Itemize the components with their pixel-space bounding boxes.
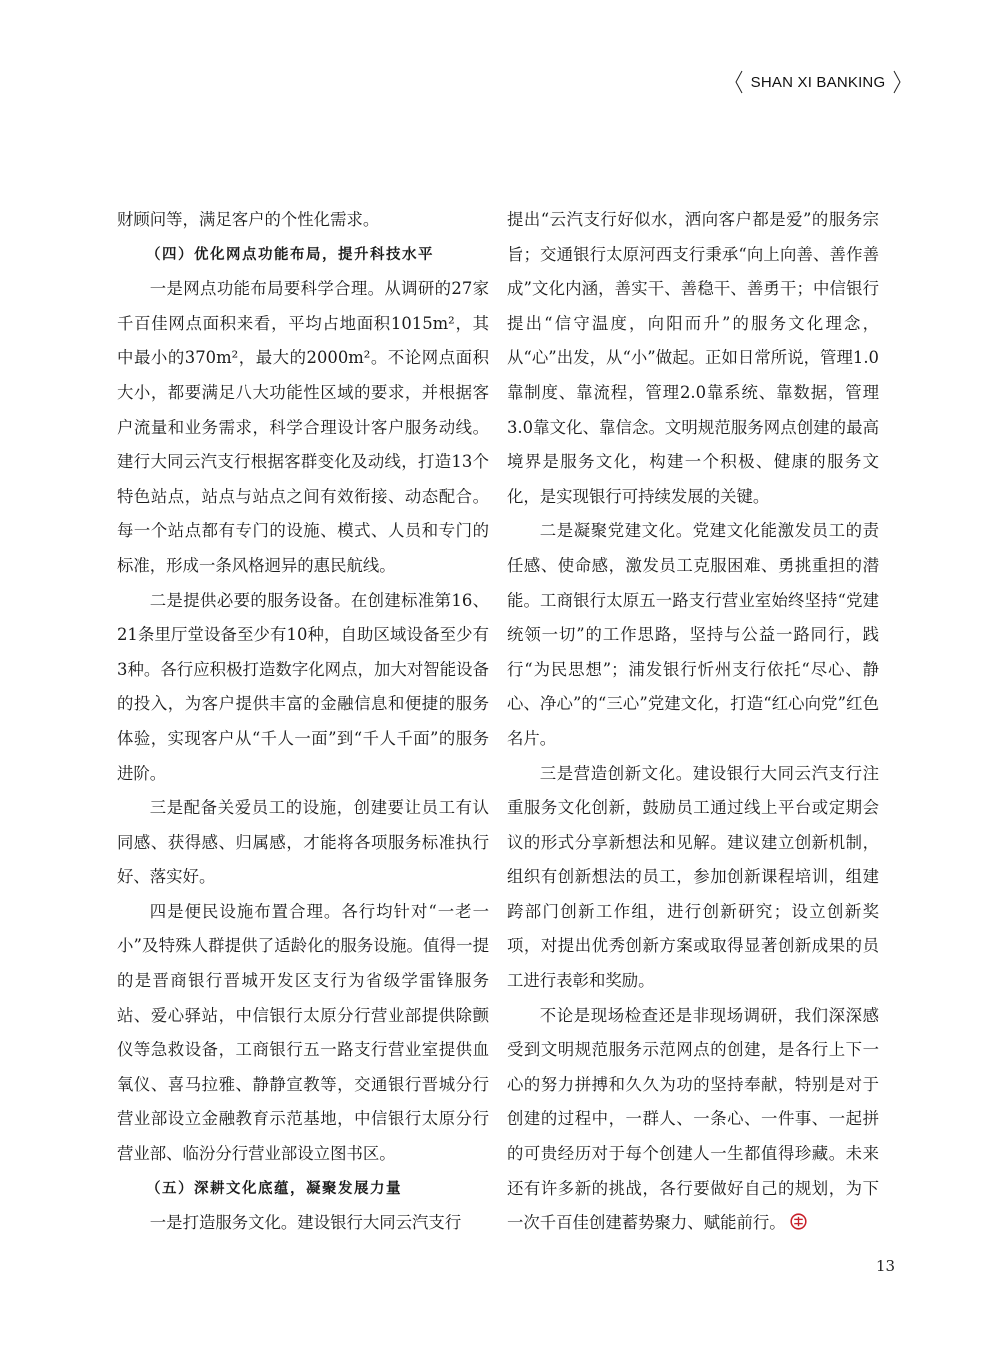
paragraph: 一是网点功能布局要科学合理。从调研的27家千百佳网点面积来看，平均占地面积1015m²，其中最小的370m²，最大的2000m²。不论网点面积大小，都要满足八大功能性区域的要求，并根据客户流量和业务需求，科学合理设计客户服务动线。建行大同云汽支行根据客群变化及动线，打造13个特色站点，站点与站点之间有效衔接、动态配合。每一个站点都有专门的设施、模式、人员和专门的标准，形成一条风格迥异的惠民航线。 — [117, 279, 489, 575]
paragraph: 四是便民设施布置合理。各行均针对“一老一小”及特殊人群提供了适龄化的服务设施。值得一提的是晋商银行晋城开发区支行为省级学雷锋服务站、爱心驿站，中信银行太原分行营业部提供除颤仪等急救设备，工商银行五一路支行营业室提供血氧仪、喜马拉雅、静静宣教等，交通银行晋城分行营业部设立金融教育示范基地，中信银行太原分行营业部、临汾分行营业部设立图书区。 — [117, 901, 489, 1164]
paragraph: 一是打造服务文化。建设银行大同云汽支行 — [149, 1213, 462, 1233]
seal-end-mark-icon — [790, 1213, 807, 1230]
running-header — [734, 70, 902, 94]
paragraph: 二是凝聚党建文化。党建文化能激发员工的责任感、使命感，激发员工克服困难、勇挑重担的潜能。工商银行太原五一路支行营业室始终坚持“党建统领一切”的工作思路，坚持与公益一路同行，践行“为民思想”；浦发银行忻州支行依托“尽心、静心、净心”的“三心”党建文化，打造“红心向党”红色名片。 — [507, 521, 879, 748]
paragraph-text: 不论是现场检查还是非现场调研，我们深深感受到文明规范服务示范网点的创建，是各行上下一心的努力拼搏和久久为功的坚持奉献，特别是对于创建的过程中，一群人、一条心、一件事、一起拼的可贵经历对于每个创建人一生都值得珍藏。未来还有许多新的挑战，各行要做好自己的规划，为下一次千百佳创建蓄势聚力、赋能前行。 — [507, 1005, 879, 1233]
left-column — [117, 203, 489, 1241]
paragraph: 二是提供必要的服务设备。在创建标准第16、21条里厅堂设备至少有10种，自助区域设备至少有3种。各行应积极打造数字化网点，加大对智能设备的投入，为客户提供丰富的金融信息和便捷的服务体验，实现客户从“千人一面”到“千人千面”的服务进阶。 — [117, 590, 489, 783]
section-heading-5: （五）深耕文化底蕴，凝聚发展力量 — [146, 1179, 402, 1197]
page-number: 13 — [876, 1257, 896, 1275]
header-title: SHAN XI BANKING — [750, 73, 886, 91]
paragraph: 财顾问等，满足客户的个性化需求。 — [117, 210, 380, 229]
section-heading-4: （四）优化网点功能布局，提升科技水平 — [146, 245, 434, 263]
paragraph: 三是营造创新文化。建设银行大同云汽支行注重服务文化创新，鼓励员工通过线上平台或定期会议的形式分享新想法和见解。建议建立创新机制，组织有创新想法的员工，参加创新课程培训，组建跨部门创新工作组，进行创新研究；设立创新奖项，对提出优秀创新方案或取得显著创新成果的员工进行表彰和奖励。 — [507, 763, 879, 991]
last-paragraph — [507, 999, 879, 1241]
paragraph: 三是配备关爱员工的设施，创建要让员工有认同感、获得感、归属感，才能将各项服务标准执行好、落实好。 — [117, 798, 489, 887]
paragraph: 提出“云汽支行好似水，洒向客户都是爱”的服务宗旨；交通银行太原河西支行秉承“向上向善、善作善成”文化内涵，善实干、善稳干、善勇干；中信银行提出“信守温度，向阳而升”的服务文化理念，从“心”出发，从“小”做起。正如日常所说，管理1.0靠制度、靠流程，管理2.0靠系统、靠数据，管理3.0靠文化、靠信念。文明规范服务网点创建的最高境界是服务文化，构建一个积极、健康的服务文化，是实现银行可持续发展的关键。 — [507, 210, 879, 506]
right-column — [507, 203, 879, 1241]
